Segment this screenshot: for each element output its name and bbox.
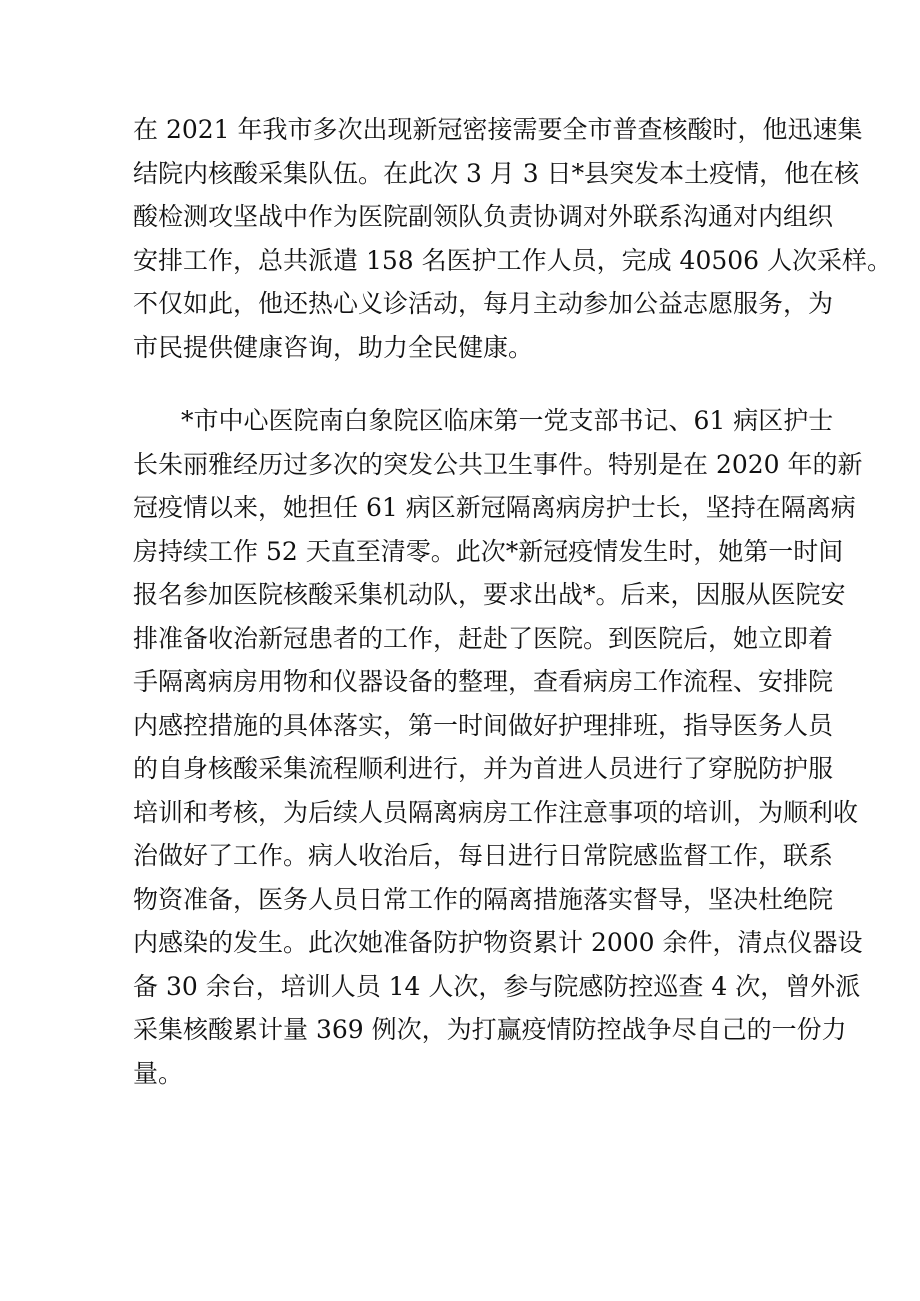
paragraph-line: 量。 <box>133 1058 184 1088</box>
paragraph-1 <box>133 108 893 369</box>
paragraph-line: 冠疫情以来，她担任 61 病区新冠隔离病房护士长，坚持在隔离病 <box>133 493 856 522</box>
paragraph-line: 培训和考核，为后续人员隔离病房工作注意事项的培训，为顺利收 <box>133 797 859 827</box>
paragraph-line: 酸检测攻坚战中作为医院副领队负责协调对外联系沟通对内组织 <box>133 202 834 231</box>
paragraph-line: 治做好了工作。病人收治后，每日进行日常院感监督工作，联系 <box>133 841 834 870</box>
paragraph-line: 结院内核酸采集队伍。在此次 3 月 3 日*县突发本土疫情，他在核 <box>133 158 860 188</box>
paragraph-line: 房持续工作 52 天直至清零。此次*新冠疫情发生时，她第一时间 <box>133 536 844 566</box>
paragraph-line: 报名参加医院核酸采集机动队，要求出战*。后来，因服从医院安 <box>133 580 846 609</box>
paragraph-line: 市民提供健康咨询，助力全民健康。 <box>133 332 534 362</box>
paragraph-line: 安排工作，总共派遣 158 名医护工作人员，完成 40506 人次采样。 <box>133 245 893 275</box>
paragraph-line: 物资准备，医务人员日常工作的隔离措施落实督导，坚决杜绝院 <box>133 884 834 914</box>
paragraph-line: 采集核酸累计量 369 例次，为打赢疫情防控战争尽自己的一份力 <box>133 1015 847 1044</box>
paragraph-line: 手隔离病房用物和仪器设备的整理，查看病房工作流程、安排院 <box>133 667 834 696</box>
paragraph-line: 备 30 余台，培训人员 14 人次，参与院感防控巡查 4 次，曾外派 <box>133 971 861 1001</box>
paragraph-line: 内感染的发生。此次她准备防护物资累计 2000 余件，清点仪器设 <box>133 928 863 957</box>
paragraph-2 <box>133 399 863 1095</box>
paragraph-line: 的自身核酸采集流程顺利进行，并为首进人员进行了穿脱防护服 <box>133 754 834 783</box>
paragraph-line: 在 2021 年我市多次出现新冠密接需要全市普查核酸时，他迅速集 <box>133 115 863 144</box>
paragraph-line: 长朱丽雅经历过多次的突发公共卫生事件。特别是在 2020 年的新 <box>133 449 863 479</box>
paragraph-line: 内感控措施的具体落实，第一时间做好护理排班，指导医务人员 <box>133 710 834 740</box>
paragraph-line: 不仅如此，他还热心义诊活动，每月主动参加公益志愿服务，为 <box>133 289 834 318</box>
paragraph-line: *市中心医院南白象院区临床第一党支部书记、61 病区护士 <box>181 406 834 435</box>
paragraph-line: 排准备收治新冠患者的工作，赶赴了医院。到医院后，她立即着 <box>133 623 834 653</box>
